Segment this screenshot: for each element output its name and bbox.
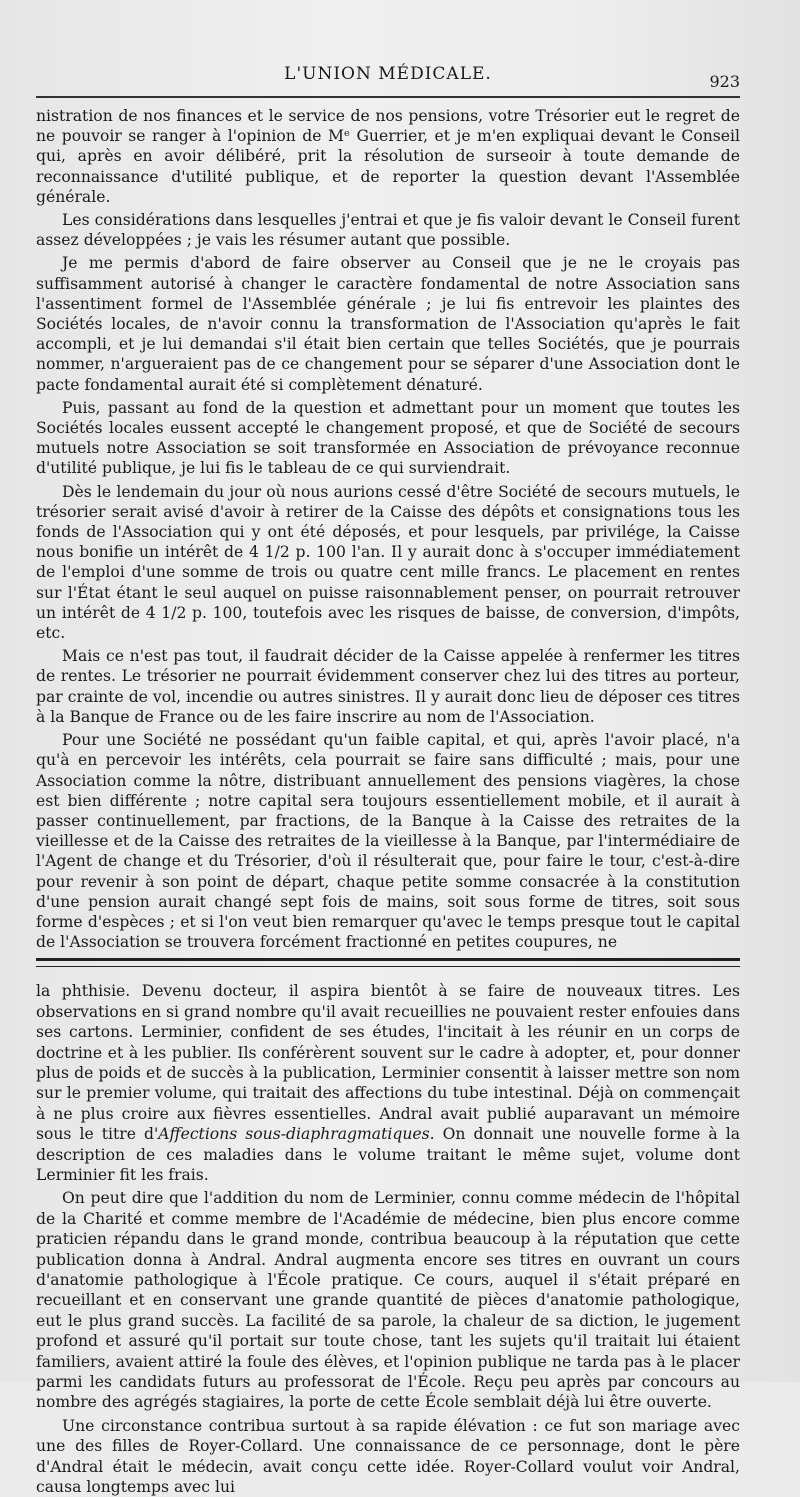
paragraph: Pour une Société ne possédant qu'un faible capital, et qui, après l'avoir placé, n'a qu'à en percevoir les intérêts, cela pourrait se faire sans difficulté ; mais, pour une Association comme la nôtre, distribuant annuellement des pensions viagères, la chose est bien différente ; notre capital sera toujours essentiellement mobile, et il aurait à passer continuellement, par fractions, de la Banque à la Caisse des retraites de la vieillesse et de la Caisse des retraites de la vieillesse à la Banque, par l'intermédiaire de l'Agent de change et du Trésorier, d'où il résulterait que, pour faire le tour, c'est-à-dire pour revenir à son point de départ, chaque petite somme consacrée à la constitution d'une pension aurait changé sept fois de mains, soit sous forme de titres, soit sous forme d'espèces ; et si l'on veut bien remarquer qu'avec le temps presque tout le capital de l'Association se trouvera forcément fractionné en petites coupures, ne [36, 731, 740, 952]
page-header [36, 58, 740, 96]
paragraph-text: la phthisie. Devenu docteur, il aspira bientôt à se faire de nouveaux titres. Les observations en si grand nombre qu'il avait recueillies ne pouvaient rester enfouies dans ses cartons. Lerminier, confident de ses études, l'incitait à les réunir en un corps de doctrine et à les publier. Ils conférèrent souvent sur le cadre à adopter, et, pour donner plus de poids et de succès à la publication, Lerminier consentit à laisser mettre son nom sur le premier volume, qui traitait des affections du tube intestinal. Déjà on commençait à ne plus croire aux fièvres essentielles. Andral avait publié auparavant un mémoire sous le titre d' [36, 982, 741, 1144]
paragraph: On peut dire que l'addition du nom de Lerminier, connu comme médecin de l'hôpital de la Charité et comme membre de l'Académie de médecine, bien plus encore comme praticien répandu dans le grand monde, contribua beaucoup à la réputation que cette publication donna à Andral. Andral augmenta encore ses titres en ouvrant un cours d'anatomie pathologique à l'École pratique. Ce cours, auquel il s'était préparé en recueillant et en conservant une grande quantité de pièces d'anatomie pathologique, eut le plus grand succès. La facilité de sa parole, la chaleur de sa diction, le jugement profond et assuré qu'il portait sur toute chose, tant les sujets qu'il traitait lui étaient familiers, avaient attiré la foule des élèves, et l'opinion publique ne tarda pas à le placer parmi les candidats futurs au professorat de l'École. Reçu peu après par concours au nombre des agrégés stagiaires, la porte de cette École semblait déjà lui être ouverte. [36, 1189, 740, 1412]
upper-text-block [36, 106, 740, 952]
paragraph: Mais ce n'est pas tout, il faudrait décider de la Caisse appelée à renfermer les titres de rentes. Le trésorier ne pourrait évidemment conserver chez lui des titres au porteur, par crainte de vol, incendie ou autres sinistres. Il y aurait donc lieu de déposer ces titres à la Banque de France ou de les faire inscrire au nom de l'Association. [36, 647, 740, 726]
running-head: L'UNION MÉDICALE. [284, 64, 492, 84]
header-rule [36, 96, 740, 98]
paragraph [36, 981, 740, 1185]
paragraph: Une circonstance contribua surtout à sa rapide élévation : ce fut son mariage avec une des filles de Royer-Collard. Une connaissance de ce personnage, dont le père d'Andral était le médecin, avait conçu cette idée. Royer-Collard voulut voir Andral, causa longtemps avec lui [36, 1416, 740, 1497]
paragraph: nistration de nos finances et le service de nos pensions, votre Trésorier eut le regret de ne pouvoir se ranger à l'opinion de Mᵉ Guerrier, et je m'en expliquai devant le Conseil qui, après en avoir délibéré, prit la résolution de surseoir à toute demande de reconnaissance d'utilité publique, et de reporter la question devant l'Assemblée générale. [36, 107, 740, 206]
paragraph: Les considérations dans lesquelles j'entrai et que je fis valoir devant le Conseil furent assez développées ; je vais les résumer autant que possible. [36, 211, 740, 250]
paragraph: Dès le lendemain du jour où nous aurions cessé d'être Société de secours mutuels, le trésorier serait avisé d'avoir à retirer de la Caisse des dépôts et consignations tous les fonds de l'Association qui y ont été déposés, et pour lesquels, par privilége, la Caisse nous bonifie un intérêt de 4 1/2 p. 100 l'an. Il y aurait donc à s'occuper immédiatement de l'emploi d'une somme de trois ou quatre cent mille francs. Le placement en rentes sur l'État étant le seul auquel on puisse raisonnablement penser, on pourrait retrouver un intérêt de 4 1/2 p. 100, toutefois avec les risques de baisse, de conversion, d'impôts, etc. [36, 482, 740, 643]
lower-text-block [36, 981, 740, 1497]
page-number: 923 [709, 72, 740, 91]
paragraph-text: . On donnait une nouvelle forme à la description de ces maladies dans le volume traitant le même sujet, volume dont Lerminier fit les frais. [36, 1125, 740, 1184]
feuilleton-separator-rule [36, 958, 740, 967]
paragraph: Puis, passant au fond de la question et admettant pour un moment que toutes les Sociétés locales eussent accepté le changement proposé, et que de Société de secours mutuels notre Association se soit transformée en Association de prévoyance reconnue d'utilité publique, je lui fis le tableau de ce qui surviendrait. [36, 398, 740, 478]
italic-title: Affections sous-diaphragmatiques [158, 1125, 430, 1144]
paragraph: Je me permis d'abord de faire observer au Conseil que je ne le croyais pas suffisamment autorisé à changer le caractère fondamental de notre Association sans l'assentiment formel de l'Assemblée générale ; je lui fis entrevoir les plaintes des Sociétés locales, de n'avoir connu la transformation de l'Association qu'après le fait accompli, et je lui demandai s'il était bien certain que telles Sociétés, que je pourrais nommer, n'argueraient pas de ce changement pour se séparer d'une Association dont le pacte fondamental aurait été si complètement dénaturé. [36, 254, 740, 394]
